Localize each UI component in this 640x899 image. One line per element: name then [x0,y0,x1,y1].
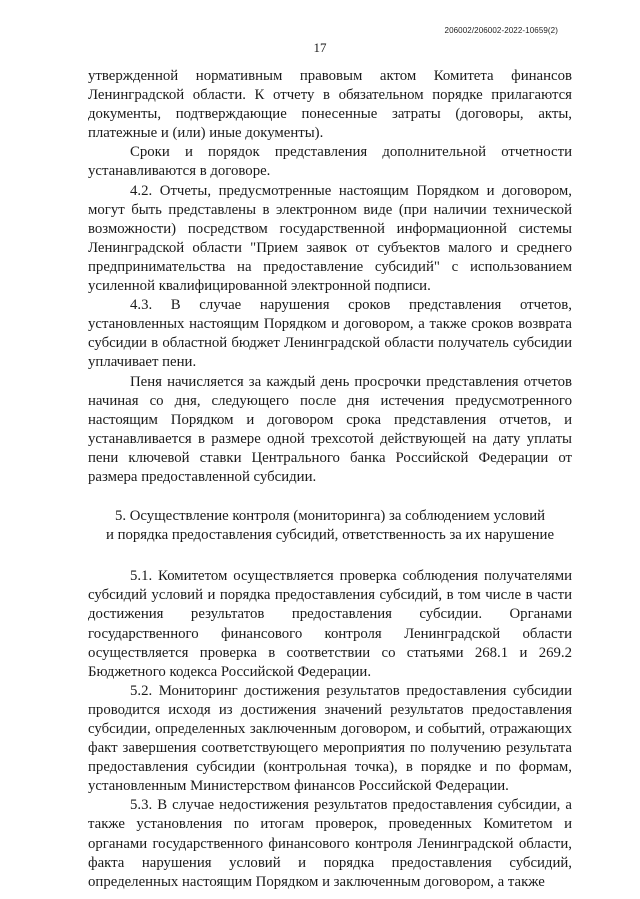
paragraph-5-1: 5.1. Комитетом осуществляется проверка соблюдения получателями субсидий условий и порядка предоставления субсидий, в том числе в части достижения результатов предоставления субсидии. Органами государственного финансового контроля Ленинградской области осуществляется проверка в соответствии со статьями 268.1 и 269.2 Бюджетного кодекса Российской Федерации. [88,568,572,680]
section-5-title-line1: 5. Осуществление контроля (мониторинга) за соблюдением условий [114,508,546,525]
section-5-title [88,507,572,545]
paragraph-continuation: утвержденной нормативным правовым актом Комитета финансов Ленинградской области. К отчету в обязательном порядке прилагаются документы, подтверждающие понесенные затраты (договоры, акты, платежные и (или) иные документы). [88,68,572,142]
document-body [88,67,572,892]
paragraph-5-3: 5.3. В случае недостижения результатов предоставления субсидии, а также установления по итогам проверок, проведенных Комитетом и органами государственного финансового контроля Ленинградской области, факта нарушения условий и порядка предоставления субсидий, определенных настоящим Порядком и заключенным договором, а также [88,797,572,890]
document-id: 206002/206002-2022-10659(2) [444,26,558,35]
paragraph-5-2: 5.2. Мониторинг достижения результатов предоставления субсидии проводится исходя из достижения значений результатов предоставления субсидии, определенных заключенным договором, и событий, отражающих факт завершения соответствующего мероприятия по получению результата предоставления субсидии (контрольная точка), в порядке и по формам, установленным Министерством финансов Российской Федерации. [88,682,572,795]
page-number: 17 [313,40,327,55]
paragraph-4-3: 4.3. В случае нарушения сроков представления отчетов, установленных настоящим Порядком и договором, а также сроков возврата субсидии в областной бюджет Ленинградской области получатель субсидии уплачивает пени. [88,297,572,371]
section-5-title-line2: и порядка предоставления субсидий, ответственность за их нарушение [105,527,555,544]
paragraph-penalty: Пеня начисляется за каждый день просрочки представления отчетов начиная со дня, следующего после дня истечения предусмотренного настоящим Порядком и договором срока представления отчетов, и устанавливается в размере одной трехсотой действующей на дату уплаты пени ключевой ставки Центрального банка Российской Федерации от размера предоставленной субсидии. [88,373,572,485]
paragraph-reporting-terms: Сроки и порядок представления дополнительной отчетности устанавливаются в договоре. [88,144,572,180]
paragraph-4-2: 4.2. Отчеты, предусмотренные настоящим Порядком и договором, могут быть представлены в электронном виде (при наличии технической возможности) посредством государственной информационной системы Ленинградской области "Прием заявок от субъектов малого и среднего предпринимательства на предоставление субсидий" с использованием усиленной квалифицированной электронной подписи. [88,182,572,295]
